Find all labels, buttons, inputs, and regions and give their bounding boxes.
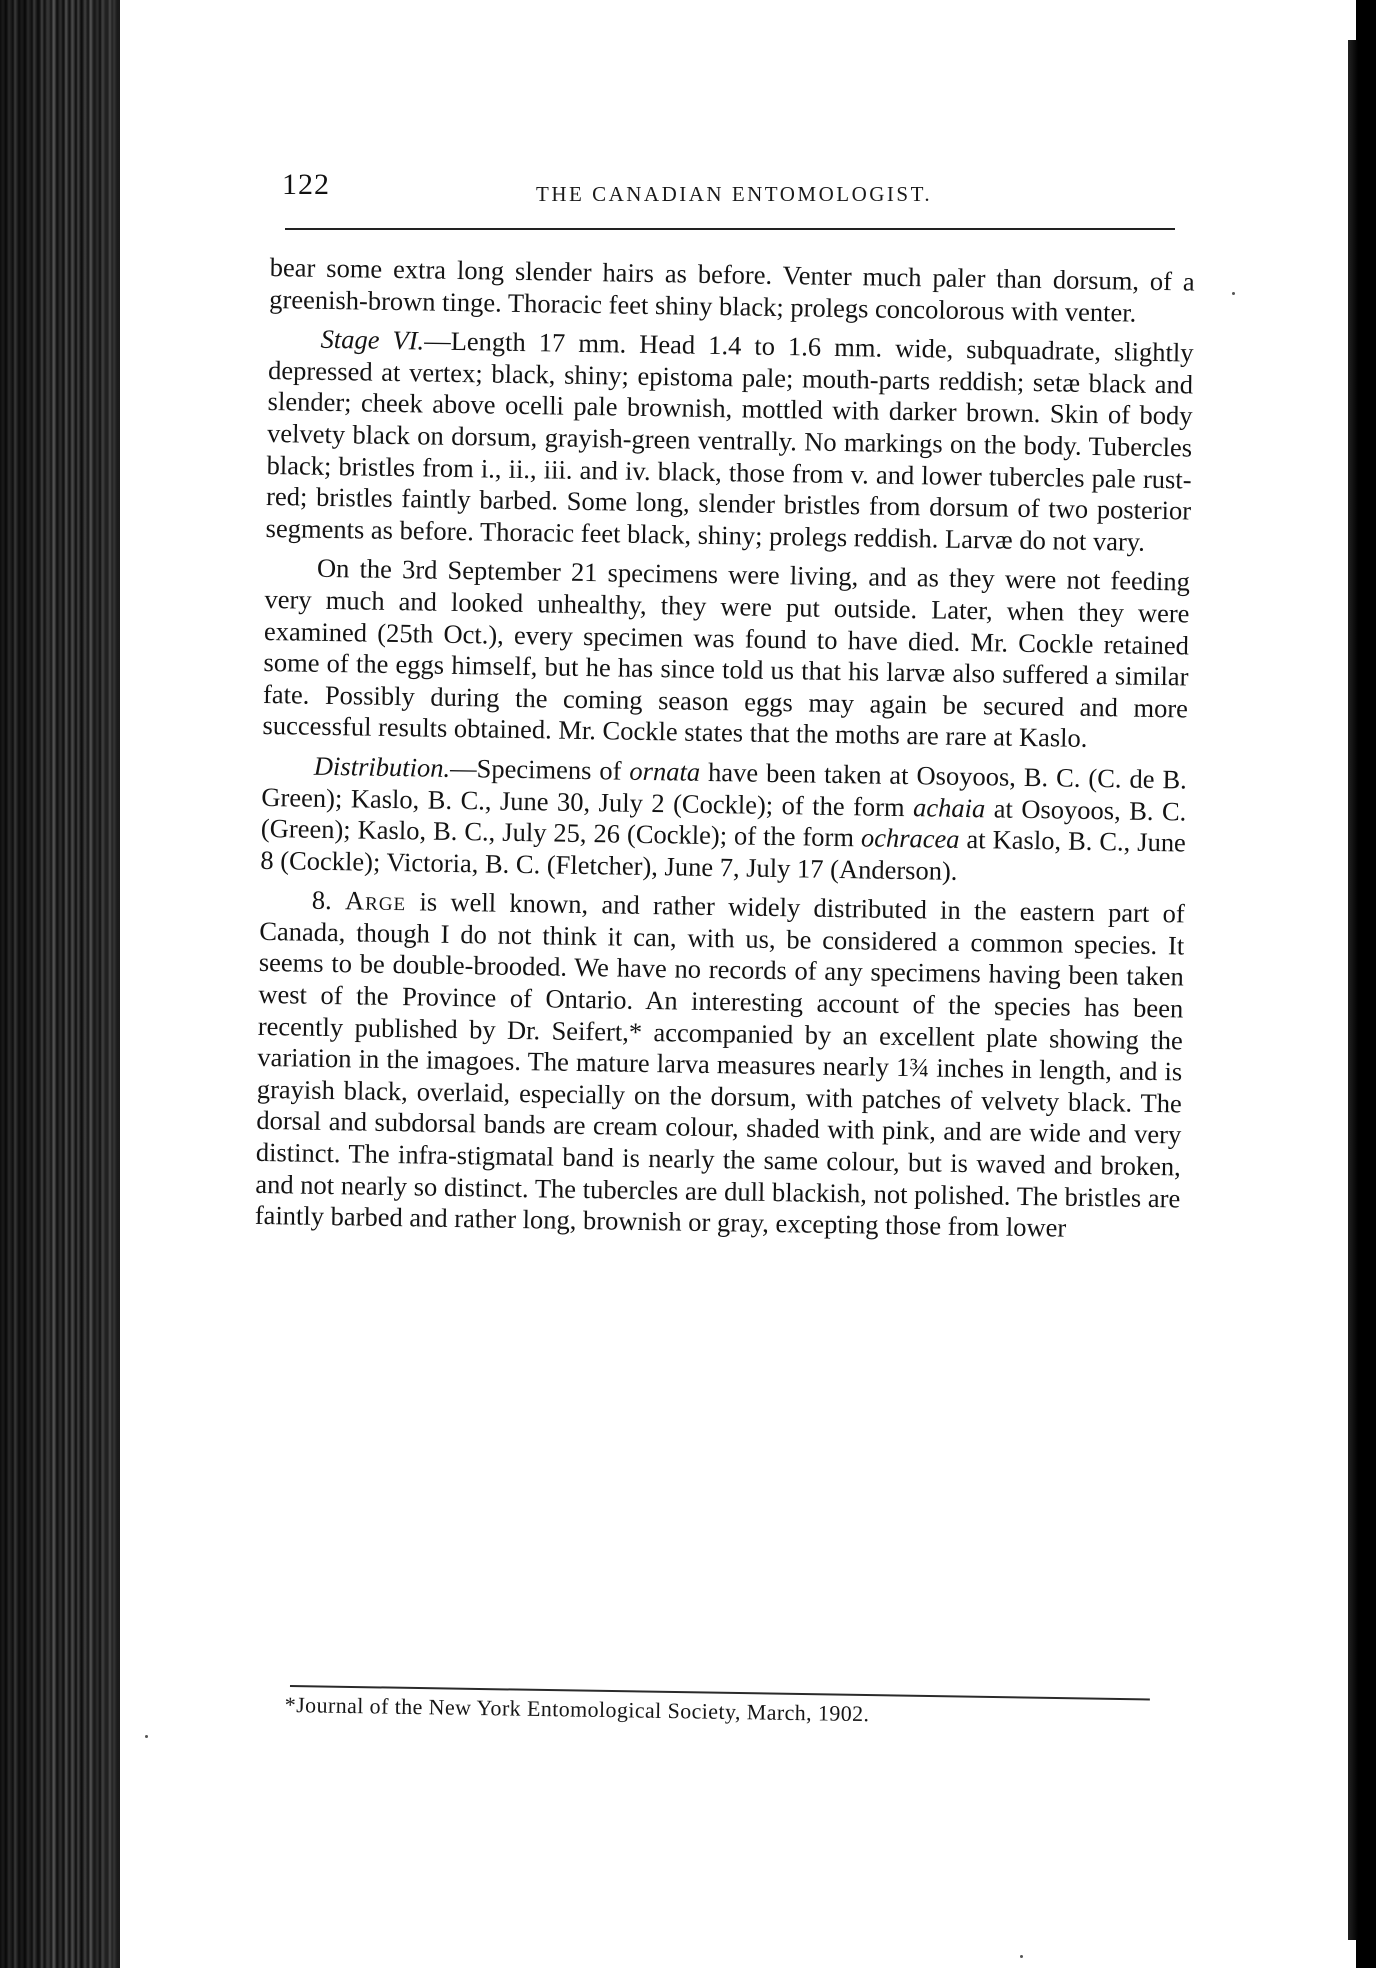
scan-speck — [145, 1735, 148, 1738]
paragraph-arge — [255, 884, 1185, 1246]
footnote: *Journal of the New York Entomological Society, March, 1902. — [284, 1692, 870, 1727]
paragraph-distribution — [260, 750, 1187, 891]
arge-text: is well known, and rather widely distributed in the eastern part of Canada, though I do not think it can, with us, be considered a common species. It seems to be double-brooded. We have no records of any specimens having been taken west of the Province of Ontario. An interesting account of the species has been recently published by Dr. Seifert,* accompanied by an excellent plate showing the variation in the imagoes. The mature larva measures nearly 1¾ inches in length, and is grayish black, overlaid, especially on the dorsum, with patches of velvety black. The dorsal and subdorsal bands are cream colour, shaded with pink, and are wide and very distinct. The infra-stigmatal band is nearly the same colour, but is waved and broken, and not nearly so distinct. The tubercles are dull blackish, not polished. The bristles are faintly barbed and rather long, brownish or gray, excepting those from lower — [254, 886, 1185, 1243]
stage-vi-text: —Length 17 mm. Head 1.4 to 1.6 mm. wide, subquadrate, slightly depressed at vertex; black, shiny; epistoma pale; mouth-parts reddish; setæ black and slender; cheek above ocelli pale brownish, mottled with darker brown. Skin of body velvety black on dorsum, grayish-green ventrally. No markings on the body. Tubercles black; bristles from i., ii., iii. and iv. black, those from v. and lower tubercles pale rust-red; bristles faintly barbed. Some long, slender bristles from dorsum of two posterior segments as before. Thoracic feet black, shiny; prolegs reddish. Larvæ do not vary. — [265, 325, 1194, 557]
paragraph-september: On the 3rd September 21 specimens were living, and as they were not feeding very much and looked unhealthy, they were put outside. Later, when they were examined (25th Oct.), every specimen was found to have died. Mr. Cockle retained some of the eggs himself, but he has since told us that his larvæ also suffered a similar fate. Possibly during the coming season eggs may again be secured and more successful results obtained. Mr. Cockle states that the moths are rare at Kaslo. — [262, 553, 1191, 754]
distribution-heading: Distribution. — [313, 750, 451, 783]
distribution-text-a: —Specimens of — [449, 752, 630, 786]
scan-speck — [1232, 292, 1235, 295]
distribution-text-d: at Kaslo, B. C., June 8 (Cockle); Victoria, B. C. (Fletcher), June 7, July 17 (Anderson). — [260, 823, 1187, 886]
distribution-text-c: at Osoyoos, B. C. (Green); Kaslo, B. C., July 25, 26 (Cockle); of the form — [260, 792, 1187, 853]
species-arge: Arge — [344, 885, 407, 917]
scan-speck — [1020, 1955, 1023, 1958]
paragraph-stage-vi — [265, 323, 1193, 559]
distribution-text-b: have been taken at Osoyoos, B. C. (C. de B. Green); Kaslo, B. C., June 30, July 2 (Cockle); of the form — [261, 756, 1188, 822]
body-text — [254, 252, 1194, 1254]
header-rule — [285, 228, 1175, 230]
page-number: 122 — [282, 168, 330, 201]
paragraph-1: bear some extra long slender hairs as before. Venter much paler than dorsum, of a greenish-brown tinge. Thoracic feet shiny black; prolegs concolorous with venter. — [269, 252, 1195, 328]
form-achaia: achaia — [912, 791, 986, 823]
stage-vi-heading: Stage VI. — [320, 323, 425, 356]
running-head — [282, 168, 1172, 208]
page-edge-shadow — [1348, 40, 1376, 1940]
section-number: 8. — [311, 885, 346, 916]
journal-title: THE CANADIAN ENTOMOLOGIST. — [536, 182, 933, 206]
form-ochracea: ochracea — [860, 822, 960, 854]
form-ornata: ornata — [629, 755, 701, 787]
